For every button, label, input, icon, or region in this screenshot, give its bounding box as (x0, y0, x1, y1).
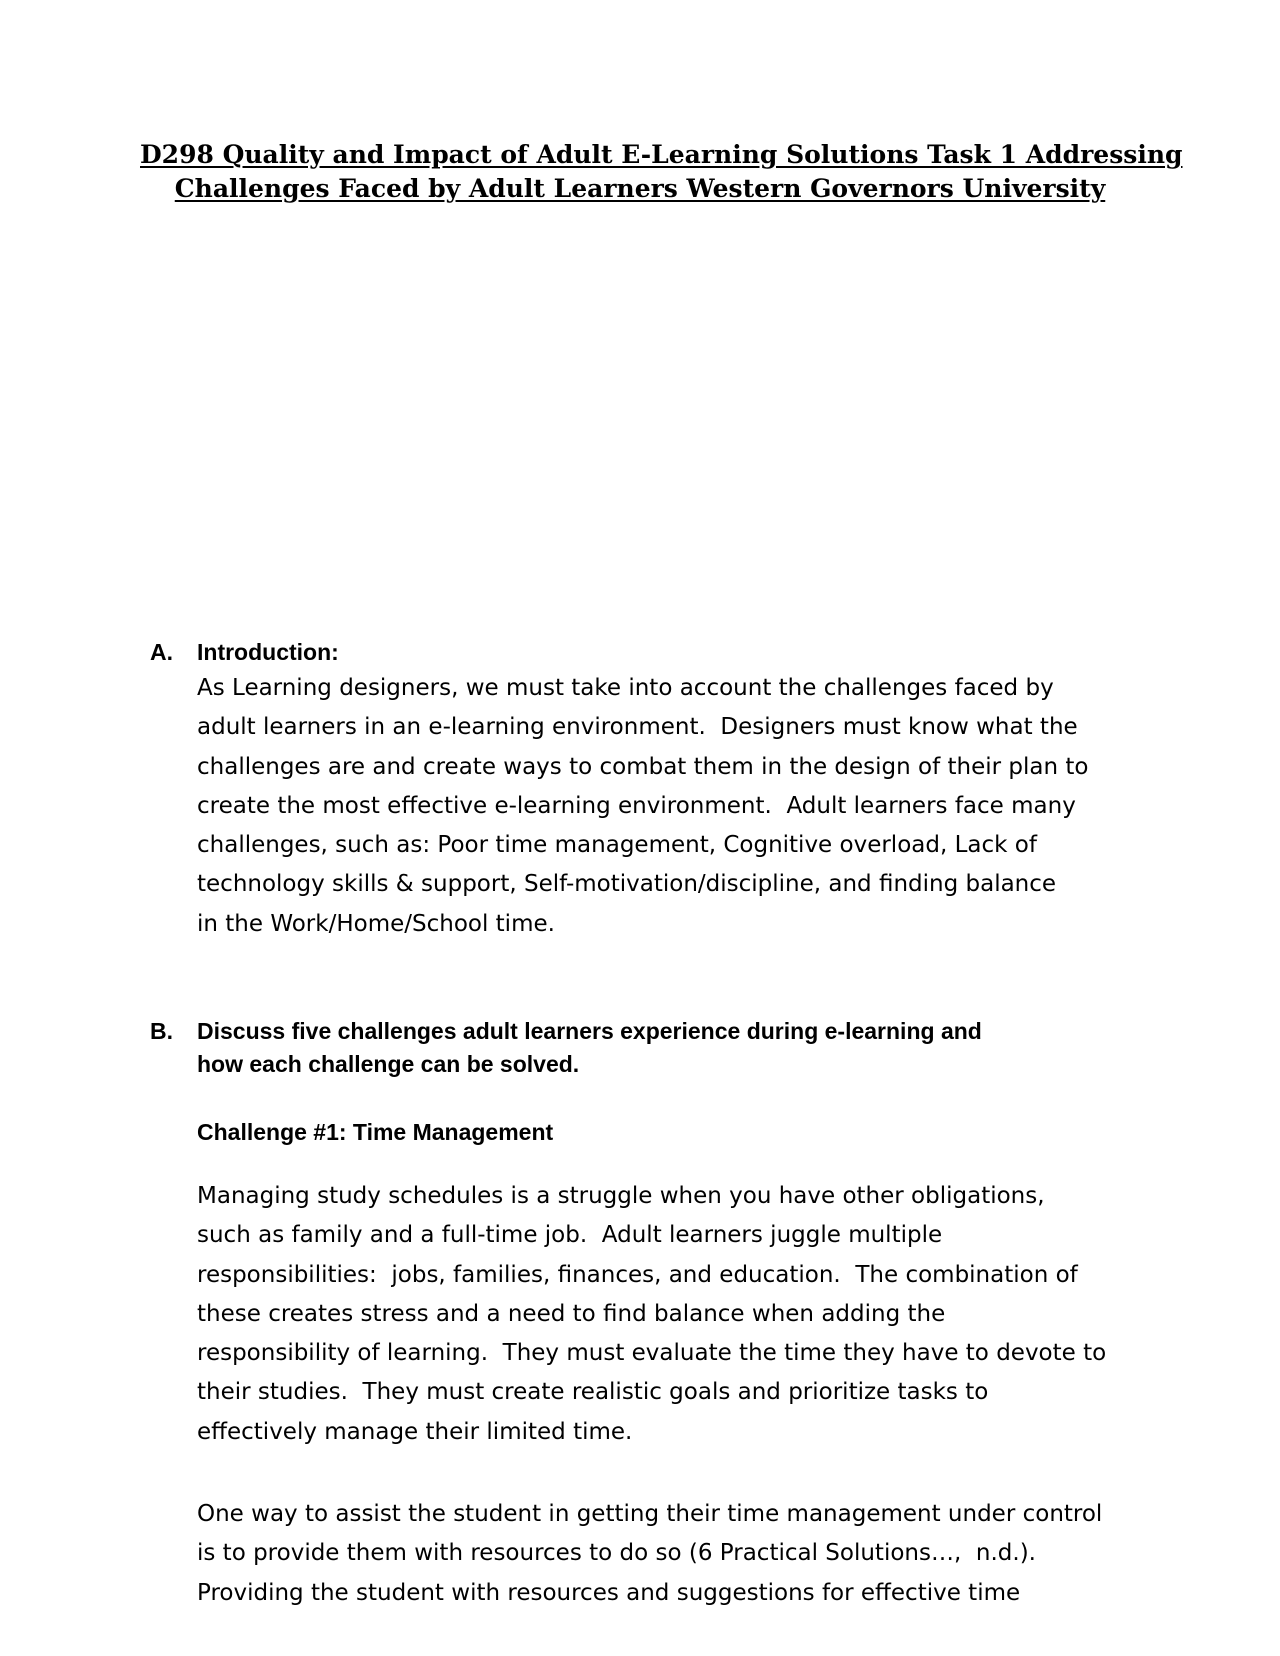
document-title (140, 138, 1183, 206)
challenge-1-paragraph-1 (197, 1177, 1137, 1452)
paragraph-line: responsibilities: jobs, families, finances, and education. The combination of (197, 1261, 1078, 1288)
paragraph-line: their studies. They must create realistic goals and prioritize tasks to (197, 1379, 989, 1406)
heading-line-1: Discuss five challenges adult learners experience during e-learning and (197, 1018, 982, 1044)
title-line-1: D298 Quality and Impact of Adult E-Learning Solutions Task 1 Addressing (140, 140, 1183, 169)
section-a-body (197, 636, 1137, 944)
paragraph-line: challenges, such as: Poor time management, Cognitive overload, Lack of (197, 832, 1037, 859)
section-b-body (197, 1015, 1137, 1081)
paragraph-line: responsibility of learning. They must evaluate the time they have to devote to (197, 1340, 1107, 1367)
section-label-a: A. (150, 639, 173, 665)
challenge-1-heading: Challenge #1: Time Management (197, 1119, 554, 1145)
paragraph-line: is to provide them with resources to do so (6 Practical Solutions…, n.d.). (197, 1540, 1036, 1567)
paragraph-line: technology skills & support, Self-motivation/discipline, and finding balance (197, 871, 1057, 898)
paragraph-line: As Learning designers, we must take into account the challenges faced by (197, 675, 1054, 701)
paragraph-line: such as family and a full-time job. Adult learners juggle multiple (197, 1222, 943, 1249)
paragraph-line: Managing study schedules is a struggle when you have other obligations, (197, 1183, 1045, 1209)
introduction-heading: Introduction: (197, 639, 339, 665)
paragraph-line: One way to assist the student in getting their time management under control (197, 1501, 1103, 1527)
paragraph-line: adult learners in an e-learning environment. Designers must know what the (197, 714, 1078, 741)
challenge-1-paragraph-1-wrap (197, 1177, 1137, 1452)
section-label-b: B. (150, 1018, 173, 1044)
challenge-1-paragraph-2 (197, 1495, 1137, 1613)
heading-line-2: how each challenge can be solved. (197, 1051, 580, 1077)
title-line-2: Challenges Faced by Adult Learners Western Governors University (174, 174, 1106, 203)
paragraph-line: effectively manage their limited time. (197, 1418, 633, 1445)
paragraph-line: Providing the student with resources and suggestions for effective time (197, 1579, 1021, 1606)
paragraph-line: create the most effective e-learning environment. Adult learners face many (197, 792, 1076, 819)
challenge-1-body (197, 1116, 1137, 1149)
introduction-paragraph (197, 669, 1137, 944)
paragraph-line: these creates stress and a need to find balance when adding the (197, 1300, 946, 1327)
challenge-1-paragraph-2-wrap (197, 1495, 1137, 1613)
challenges-heading (197, 1015, 1137, 1081)
paragraph-line: in the Work/Home/School time. (197, 910, 555, 937)
paragraph-line: challenges are and create ways to combat them in the design of their plan to (197, 753, 1089, 780)
